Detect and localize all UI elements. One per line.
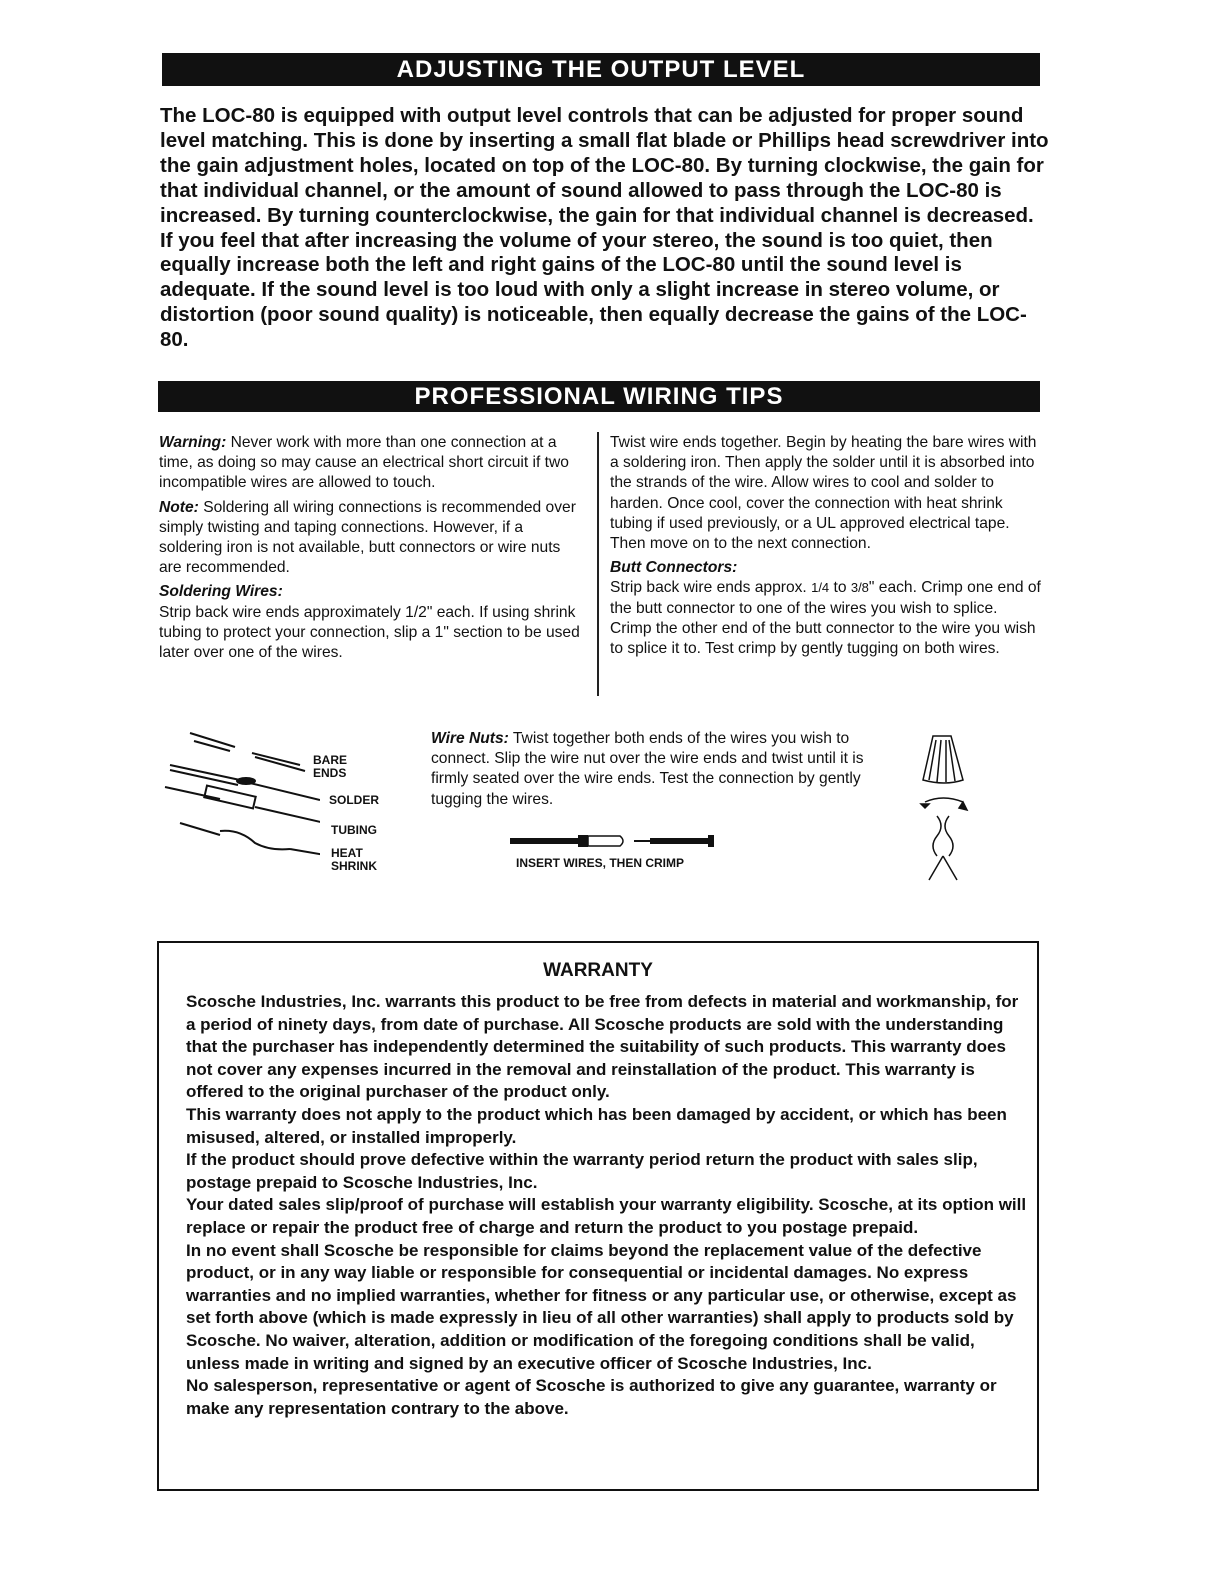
wire-splice-illustration: [160, 725, 320, 885]
crimp-caption: INSERT WIRES, THEN CRIMP: [516, 856, 685, 870]
label-ends: ENDS: [313, 766, 347, 780]
butt-heading: Butt Connectors:: [610, 559, 738, 577]
label-tubing: TUBING: [331, 823, 377, 837]
warning-label: Warning:: [159, 434, 227, 451]
warranty-title: WARRANTY: [543, 960, 653, 981]
warranty-paragraph: No salesperson, representative or agent of Scosche is authorized to give any guarantee, warranty or make any representation contrary to the above.: [186, 1376, 997, 1418]
butt-connector-illustration: [510, 832, 725, 852]
warning-paragraph: [159, 433, 587, 494]
fraction-three-eighths: 3/8: [850, 580, 869, 596]
wiring-tips-left-column: [159, 433, 587, 667]
warranty-box: [157, 941, 1039, 1491]
column-divider: [597, 432, 599, 696]
label-heat: HEAT: [331, 846, 363, 860]
fraction-quarter: 1/4: [811, 580, 830, 596]
warranty-paragraph: In no event shall Scosche be responsible for claims beyond the replacement value of the defective product, or in any way liable or responsible for consequential or incidental damages. No express warranties and no implied warranties, whether for fitness or any particular use, or otherwise, except as set forth above (which is made expressly in lieu of all other warranties) shall apply to products sold by Scosche. No waiver, alteration, addition or modification of the foregoing conditions shall be valid, unless made in writing and signed by an executive officer of Scosche Industries, Inc.: [186, 1240, 1017, 1373]
warranty-paragraph: Scosche Industries, Inc. warrants this product to be free from defects in material and workmanship, for a period of ninety days, from date of purchase. All Scosche products are sold with the understanding that the purchaser has independently determined the suitability of such products. This warranty does not cover any expenses incurred in the removal and reinstallation of the product. This warranty is offered to the original purchaser of the product only.: [186, 992, 1019, 1102]
warranty-paragraph: Your dated sales slip/proof of purchase will establish your warranty eligibility. Scosche, at its option will replace or repair the product free of charge and return the product to you postage prepaid.: [186, 1195, 1027, 1237]
note-text: Soldering all wiring connections is recommended over simply twisting and taping connections. However, if a soldering iron is not available, butt connectors or wire nuts are recommended.: [159, 498, 576, 577]
section-heading-wiring-tips: PROFESSIONAL WIRING TIPS: [158, 381, 1040, 412]
wire-nuts-text: Twist together both ends of the wires you wish to connect. Slip the wire nut over the wire ends and twist until it is firmly seated over the wire ends. Test the connection by gently tugging the wires.: [431, 730, 864, 808]
warranty-paragraph: If the product should prove defective within the warranty period return the product with sales slip, postage prepaid to Scosche Industries, Inc.: [186, 1150, 978, 1192]
butt-text-2: to: [829, 579, 851, 597]
soldering-heading: Soldering Wires:: [159, 583, 283, 601]
label-solder: SOLDER: [329, 793, 380, 807]
warranty-paragraph: This warranty does not apply to the product which has been damaged by accident, or which has been misused, altered, or installed improperly.: [186, 1104, 1007, 1147]
label-shrink: SHRINK: [331, 859, 378, 873]
wire-nuts-label: Wire Nuts:: [431, 730, 509, 747]
butt-connector-paragraph: [610, 558, 1042, 659]
output-level-paragraph: The LOC-80 is equipped with output level controls that can be adjusted for proper sound level matching. This is done by inserting a small flat blade or Phillips head screwdriver into the gain adjustment holes, located on top of the LOC-80. By turning clockwise, the gain for that individual channel, or the amount of sound allowed to pass through the LOC-80 is increased. By turning counterclockwise, the gain for that individual channel is decreased. If you feel that after increasing the volume of your stereo, the sound is too quiet, then equally increase both the left and right gains of the LOC-80 until the sound level is adequate. If the sound level is too loud with only a slight increase in stereo volume, or distortion (poor sound quality) is noticeable, then equally decrease the gains of the LOC-80.: [160, 104, 1049, 352]
twist-paragraph: Twist wire ends together. Begin by heating the bare wires with a soldering iron. Then apply the solder until it is absorbed into the strands of the wire. Allow wires to cool and solder to harden. Once cool, cover the connection with heat shrink tubing if used previously, or a UL approved electrical tape. Then move on to the next connection.: [610, 434, 1037, 553]
warranty-body: [186, 991, 1031, 1420]
soldering-text: Strip back wire ends approximately 1/2" each. If using shrink tubing to protect your connection, slip a 1" section to be used later over one of the wires.: [159, 603, 580, 662]
warning-text: Never work with more than one connection at a time, as doing so may cause an electrical short circuit if two incompatible wires are allowed to touch.: [159, 434, 569, 492]
wiring-tips-right-column: [610, 433, 1042, 663]
section-heading-output-level: ADJUSTING THE OUTPUT LEVEL: [162, 53, 1040, 86]
butt-text-1: Strip back wire ends approx.: [610, 579, 812, 597]
note-paragraph: [159, 498, 587, 579]
wire-nut-illustration: [915, 730, 975, 886]
butt-text-3: " each. Crimp one end of the butt connector to one of the wires you wish to splice. Crimp the other end of the butt connector to the wire you wish to splice it to. Test crimp by gently tugging on both wires.: [610, 579, 1041, 658]
soldering-paragraph: [159, 582, 587, 663]
note-label: Note:: [159, 498, 199, 516]
wire-nuts-paragraph: [431, 729, 891, 810]
label-bare: BARE: [313, 753, 348, 767]
